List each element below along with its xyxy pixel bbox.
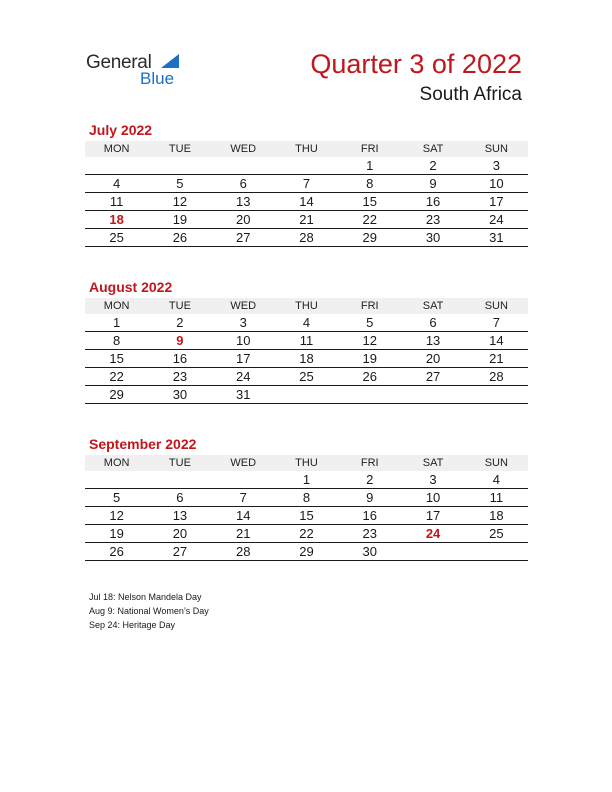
weekday-header: WED — [212, 141, 275, 157]
day-cell: 17 — [401, 507, 464, 525]
calendar-table — [85, 455, 528, 561]
day-cell: 1 — [275, 471, 338, 489]
day-cell: 6 — [148, 489, 211, 507]
week-row — [85, 507, 528, 525]
day-cell: 28 — [212, 543, 275, 561]
day-cell: 13 — [212, 193, 275, 211]
week-row — [85, 314, 528, 332]
week-row — [85, 350, 528, 368]
day-cell: 26 — [148, 229, 211, 247]
day-cell — [148, 157, 211, 175]
day-cell: 25 — [275, 368, 338, 386]
weekday-header: WED — [212, 298, 275, 314]
day-cell — [212, 471, 275, 489]
day-cell: 21 — [465, 350, 528, 368]
day-cell: 3 — [401, 471, 464, 489]
day-cell: 29 — [338, 229, 401, 247]
day-cell: 16 — [338, 507, 401, 525]
weekday-header: SAT — [401, 455, 464, 471]
week-row — [85, 386, 528, 404]
logo-text-general: General — [86, 52, 152, 73]
day-cell: 22 — [275, 525, 338, 543]
day-cell: 25 — [85, 229, 148, 247]
weekday-header: TUE — [148, 455, 211, 471]
weekday-header: SAT — [401, 141, 464, 157]
week-row — [85, 543, 528, 561]
day-cell: 4 — [465, 471, 528, 489]
day-cell: 21 — [275, 211, 338, 229]
weekday-header-row — [85, 298, 528, 314]
page-title: Quarter 3 of 2022 — [310, 49, 522, 79]
day-cell: 26 — [85, 543, 148, 561]
day-cell — [465, 543, 528, 561]
month-title: July 2022 — [89, 122, 153, 138]
day-cell: 25 — [465, 525, 528, 543]
day-cell: 7 — [465, 314, 528, 332]
day-cell: 23 — [338, 525, 401, 543]
day-cell — [148, 471, 211, 489]
calendar-table — [85, 298, 528, 404]
week-row — [85, 471, 528, 489]
week-row — [85, 332, 528, 350]
day-cell: 19 — [338, 350, 401, 368]
week-row — [85, 175, 528, 193]
day-cell: 20 — [148, 525, 211, 543]
month-block-august — [85, 279, 528, 404]
day-cell: 15 — [275, 507, 338, 525]
day-cell: 7 — [212, 489, 275, 507]
holiday-note: Jul 18: Nelson Mandela Day — [89, 592, 202, 602]
day-cell — [275, 386, 338, 404]
month-title: August 2022 — [89, 279, 173, 295]
day-cell: 3 — [212, 314, 275, 332]
weekday-header: THU — [275, 141, 338, 157]
weekday-header: TUE — [148, 141, 211, 157]
day-cell: 14 — [212, 507, 275, 525]
day-cell: 17 — [465, 193, 528, 211]
day-cell: 1 — [85, 314, 148, 332]
holiday-day-cell: 9 — [148, 332, 211, 350]
day-cell: 22 — [85, 368, 148, 386]
weekday-header: SUN — [465, 455, 528, 471]
day-cell — [85, 157, 148, 175]
day-cell: 16 — [401, 193, 464, 211]
day-cell: 20 — [212, 211, 275, 229]
day-cell: 24 — [465, 211, 528, 229]
holiday-note: Aug 9: National Women’s Day — [89, 606, 209, 616]
day-cell: 29 — [275, 543, 338, 561]
day-cell: 27 — [148, 543, 211, 561]
day-cell — [465, 386, 528, 404]
day-cell: 11 — [465, 489, 528, 507]
day-cell: 13 — [401, 332, 464, 350]
day-cell — [275, 157, 338, 175]
holiday-note: Sep 24: Heritage Day — [89, 620, 176, 630]
day-cell: 30 — [338, 543, 401, 561]
weekday-header: THU — [275, 298, 338, 314]
day-cell — [85, 471, 148, 489]
weekday-header: MON — [85, 455, 148, 471]
month-block-september — [85, 436, 528, 561]
day-cell: 12 — [148, 193, 211, 211]
day-cell: 16 — [148, 350, 211, 368]
day-cell: 20 — [401, 350, 464, 368]
weekday-header: FRI — [338, 298, 401, 314]
week-row — [85, 211, 528, 229]
day-cell: 8 — [338, 175, 401, 193]
day-cell: 11 — [85, 193, 148, 211]
logo-text-blue: Blue — [140, 69, 175, 88]
weekday-header-row — [85, 455, 528, 471]
day-cell — [338, 386, 401, 404]
weekday-header: FRI — [338, 141, 401, 157]
holiday-day-cell: 24 — [401, 525, 464, 543]
generalblue-logo — [86, 50, 196, 90]
weekday-header: SAT — [401, 298, 464, 314]
day-cell: 10 — [212, 332, 275, 350]
week-row — [85, 193, 528, 211]
day-cell — [401, 543, 464, 561]
day-cell: 12 — [338, 332, 401, 350]
day-cell: 15 — [338, 193, 401, 211]
day-cell: 17 — [212, 350, 275, 368]
day-cell: 28 — [275, 229, 338, 247]
holiday-day-cell: 18 — [85, 211, 148, 229]
holiday-notes — [89, 590, 209, 632]
day-cell: 28 — [465, 368, 528, 386]
day-cell — [212, 157, 275, 175]
day-cell: 30 — [148, 386, 211, 404]
day-cell: 12 — [85, 507, 148, 525]
day-cell: 10 — [401, 489, 464, 507]
day-cell: 27 — [401, 368, 464, 386]
logo-triangle-icon — [161, 54, 179, 68]
day-cell: 6 — [401, 314, 464, 332]
day-cell: 2 — [148, 314, 211, 332]
country-subtitle: South Africa — [419, 84, 522, 105]
day-cell: 18 — [275, 350, 338, 368]
day-cell: 31 — [465, 229, 528, 247]
day-cell: 2 — [401, 157, 464, 175]
day-cell: 15 — [85, 350, 148, 368]
day-cell: 9 — [338, 489, 401, 507]
day-cell: 18 — [465, 507, 528, 525]
day-cell: 8 — [275, 489, 338, 507]
weekday-header: SUN — [465, 141, 528, 157]
day-cell: 13 — [148, 507, 211, 525]
day-cell: 14 — [465, 332, 528, 350]
day-cell: 11 — [275, 332, 338, 350]
weekday-header: THU — [275, 455, 338, 471]
day-cell: 22 — [338, 211, 401, 229]
day-cell: 2 — [338, 471, 401, 489]
day-cell: 27 — [212, 229, 275, 247]
day-cell: 9 — [401, 175, 464, 193]
weekday-header: MON — [85, 141, 148, 157]
month-title: September 2022 — [89, 436, 197, 452]
week-row — [85, 368, 528, 386]
weekday-header: SUN — [465, 298, 528, 314]
weekday-header: TUE — [148, 298, 211, 314]
day-cell: 7 — [275, 175, 338, 193]
month-block-july — [85, 122, 528, 247]
weekday-header: FRI — [338, 455, 401, 471]
day-cell: 30 — [401, 229, 464, 247]
day-cell: 8 — [85, 332, 148, 350]
day-cell: 6 — [212, 175, 275, 193]
day-cell: 31 — [212, 386, 275, 404]
day-cell: 26 — [338, 368, 401, 386]
weekday-header: WED — [212, 455, 275, 471]
day-cell: 19 — [148, 211, 211, 229]
week-row — [85, 229, 528, 247]
day-cell: 5 — [148, 175, 211, 193]
day-cell: 24 — [212, 368, 275, 386]
day-cell: 3 — [465, 157, 528, 175]
day-cell: 5 — [85, 489, 148, 507]
weekday-header: MON — [85, 298, 148, 314]
day-cell: 1 — [338, 157, 401, 175]
day-cell — [401, 386, 464, 404]
calendar-table — [85, 141, 528, 247]
week-row — [85, 489, 528, 507]
day-cell: 5 — [338, 314, 401, 332]
day-cell: 29 — [85, 386, 148, 404]
day-cell: 4 — [85, 175, 148, 193]
day-cell: 21 — [212, 525, 275, 543]
week-row — [85, 157, 528, 175]
day-cell: 10 — [465, 175, 528, 193]
day-cell: 23 — [401, 211, 464, 229]
day-cell: 19 — [85, 525, 148, 543]
week-row — [85, 525, 528, 543]
day-cell: 4 — [275, 314, 338, 332]
day-cell: 23 — [148, 368, 211, 386]
day-cell: 14 — [275, 193, 338, 211]
weekday-header-row — [85, 141, 528, 157]
